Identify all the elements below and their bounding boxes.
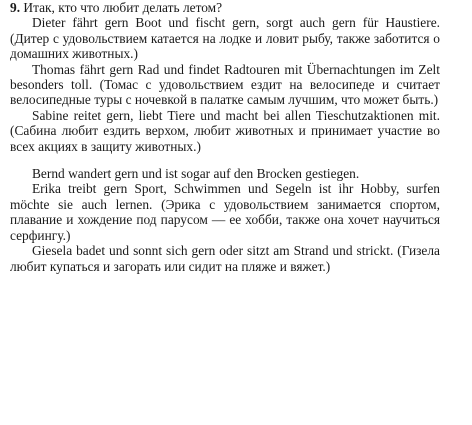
paragraph-bernd	[10, 166, 440, 181]
russian-translation: (Томас с удовольствием ездит на велосипеде и считает велосипедные туры с ночевкой в палатке самым лучшим, что может быть.)	[10, 77, 440, 108]
paragraph-dieter	[10, 15, 440, 61]
german-text: Thomas fährt gern Rad und findet Radtouren mit Übernachtungen im Zelt besonders toll.	[10, 61, 440, 93]
exercise-header	[10, 0, 440, 15]
exercise-question: Итак, кто что любит делать летом?	[23, 0, 223, 15]
german-text: Dieter fährt gern Boot und fischt gern, sorgt auch gern für Haustiere.	[32, 15, 440, 31]
german-text: Sabine reitet gern, liebt Tiere und macht bei allen Tieschutzaktionen mit.	[32, 107, 440, 123]
paragraph-sabine	[10, 108, 440, 154]
german-text: Bernd wandert gern und ist sogar auf den Brocken gestiegen.	[32, 166, 360, 182]
paragraph-erika	[10, 181, 440, 243]
russian-translation: (Сабина любит ездить верхом, любит животных и принимает участие во всех акциях в защиту животных.)	[10, 123, 440, 154]
russian-translation: (Эрика с удовольствием занимается спортом, плавание и хождение под парусом — ее хобби, также она хочет научиться серфингу.)	[10, 196, 440, 243]
russian-translation: (Гизела любит купаться и загорать или сидит на пляже и вяжет.)	[10, 243, 440, 274]
paragraph-thomas	[10, 62, 440, 108]
document-page	[10, 0, 440, 274]
exercise-number: 9.	[10, 0, 21, 15]
paragraph-giesela	[10, 243, 440, 274]
german-text: Erika treibt gern Sport, Schwimmen und Segeln ist ihr Hobby, surfen möchte sie auch lernen.	[10, 181, 440, 212]
german-text: Giesela badet und sonnt sich gern oder sitzt am Strand und strickt.	[32, 243, 394, 259]
russian-translation: (Дитер с удовольствием катается на лодке и ловит рыбу, также заботится о домашних животных.)	[10, 30, 440, 62]
